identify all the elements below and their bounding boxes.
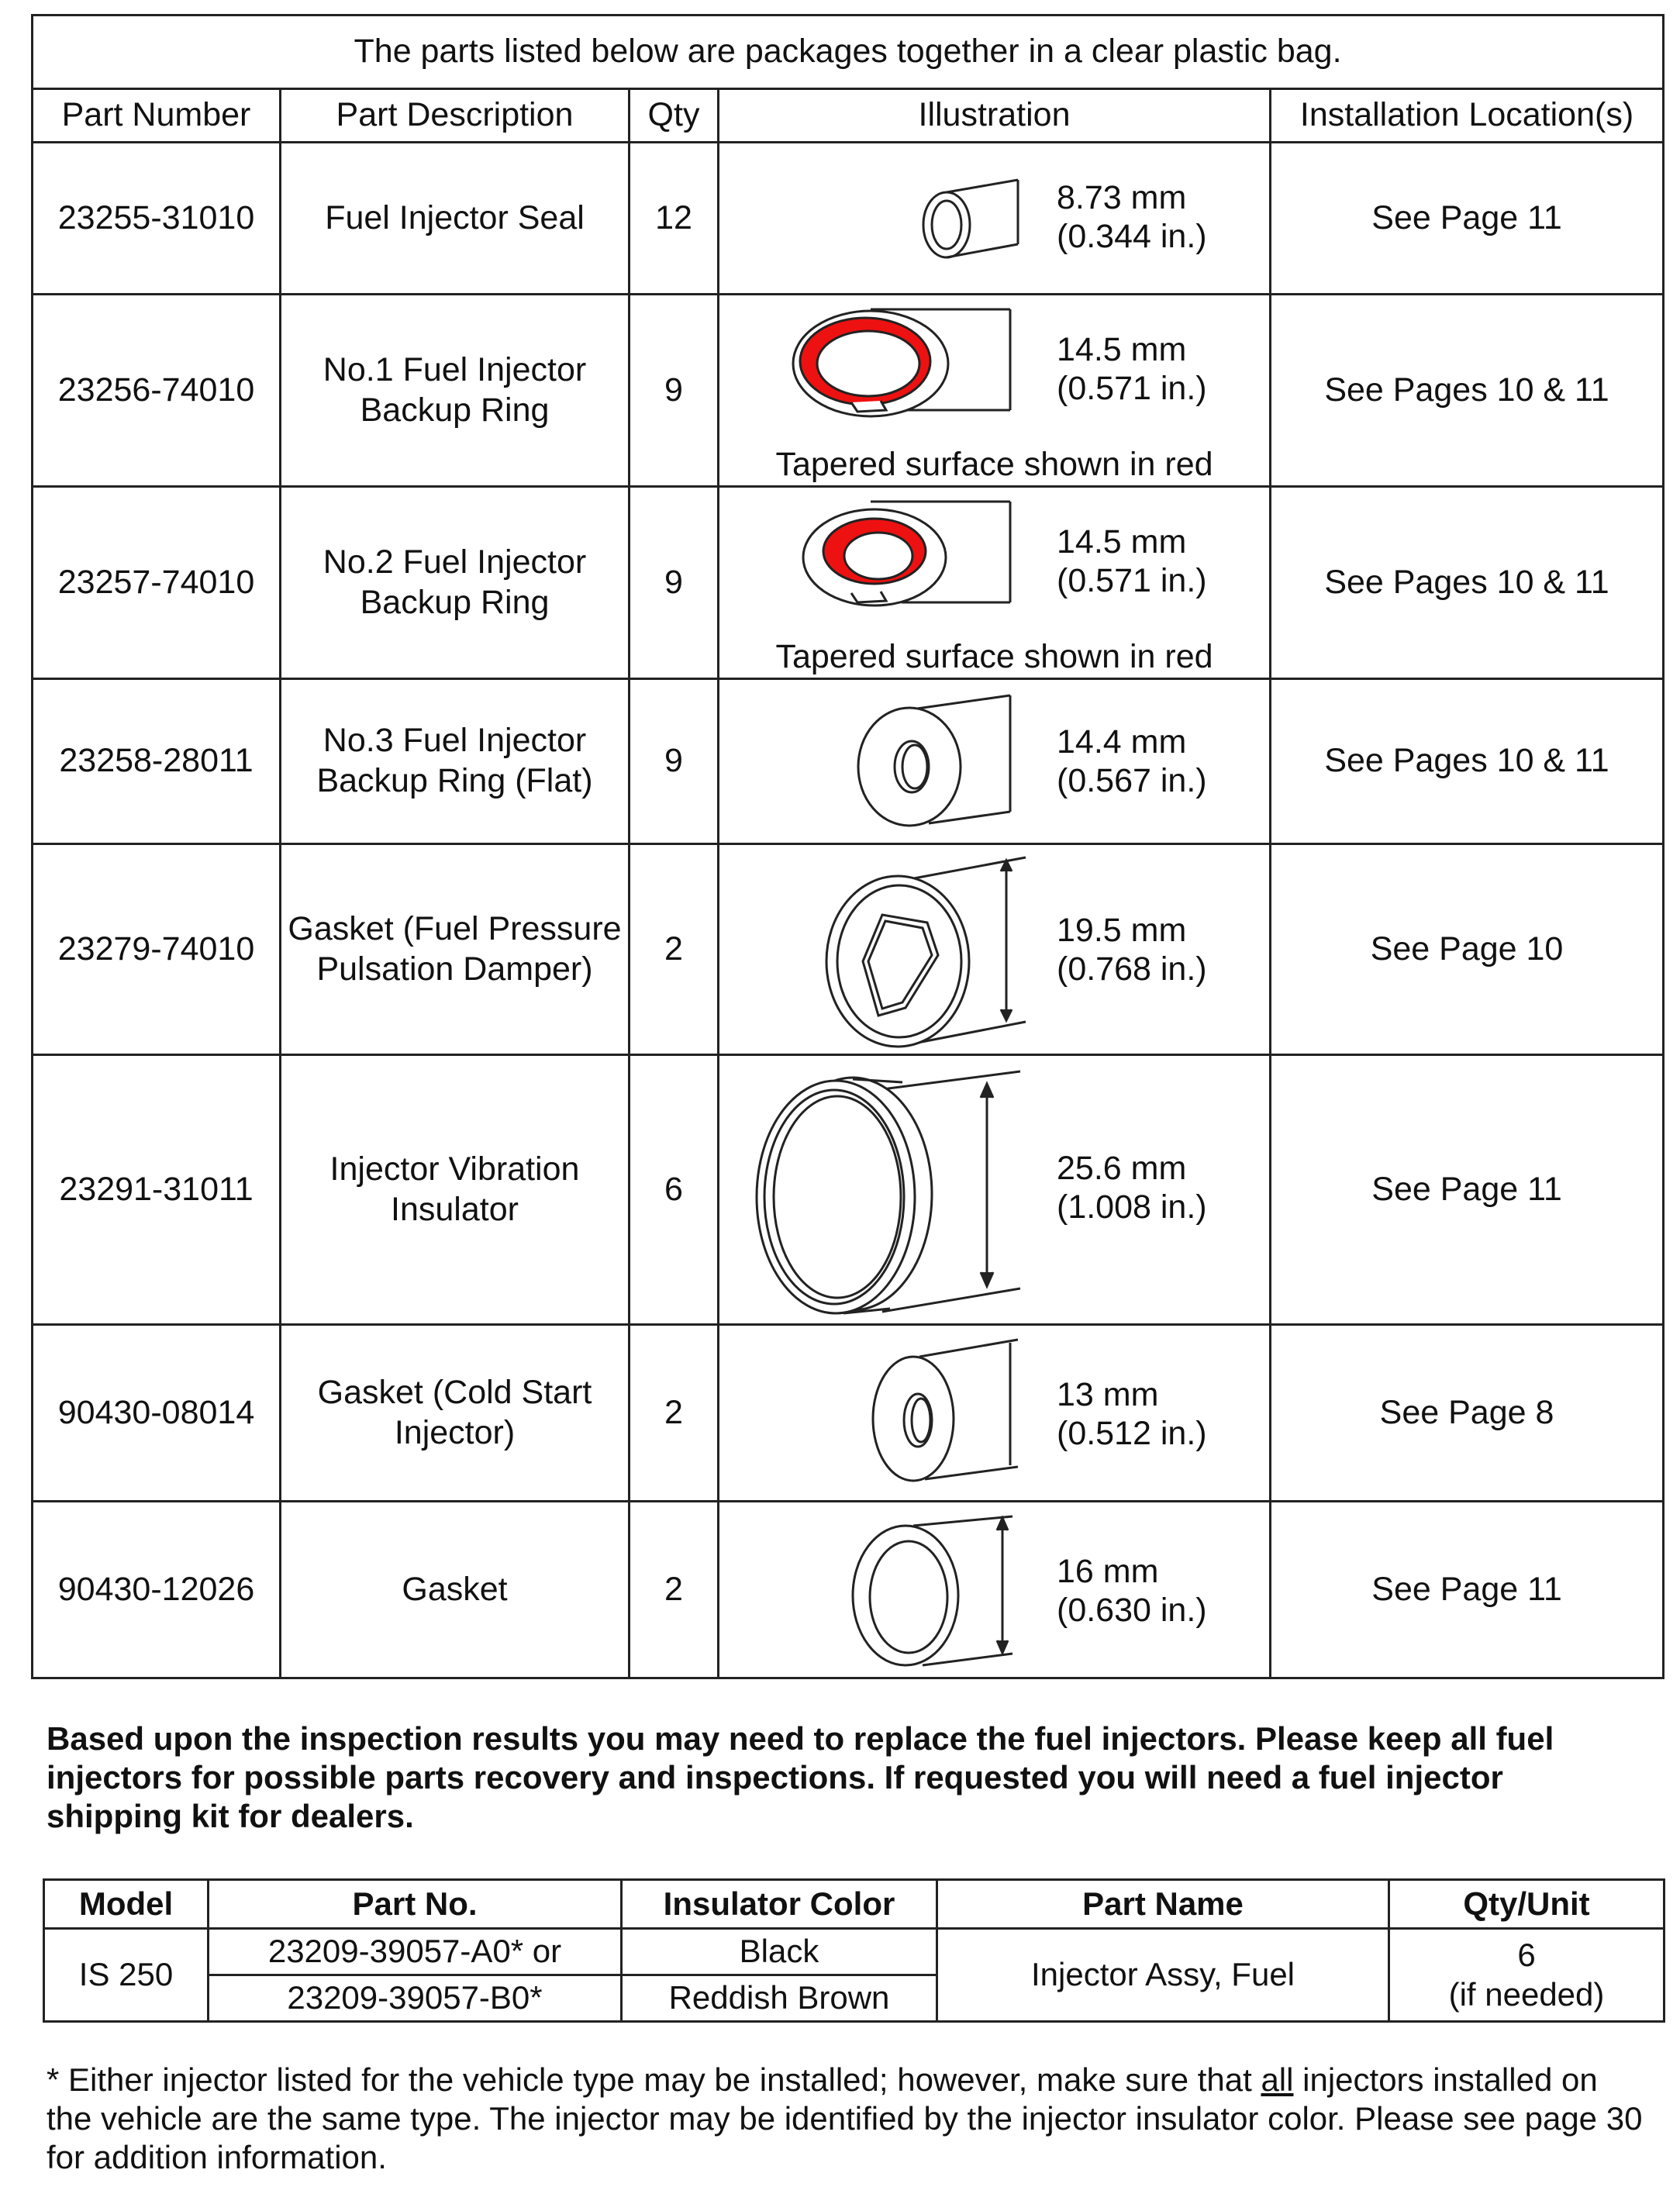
table-row [33, 1055, 1664, 1325]
part-description: No.1 Fuel Injector Backup Ring [281, 295, 630, 487]
table-row [33, 487, 1664, 679]
part-name-cell: Injector Assy, Fuel [937, 1929, 1389, 2022]
table-row [33, 295, 1664, 487]
footnote-text-1: * Either injector listed for the vehicle type may be installed; however, make sure that [47, 2061, 1261, 2098]
tapered-surface-note: Tapered surface shown in red [775, 446, 1213, 483]
dimension-in: (0.512 in.) [1057, 1415, 1207, 1452]
table-row [44, 1929, 1664, 1975]
injector-table [43, 1878, 1665, 2023]
part-number: 90430-08014 [33, 1325, 281, 1502]
part-qty: 9 [630, 679, 719, 844]
part-number: 90430-12026 [33, 1502, 281, 1678]
model-cell: IS 250 [44, 1929, 209, 2022]
part-number: 23258-28011 [33, 679, 281, 844]
part-qty: 2 [630, 1325, 719, 1502]
parts-table-caption: The parts listed below are packages together in a clear plastic bag. [33, 16, 1664, 89]
part-description: No.3 Fuel Injector Backup Ring (Flat) [281, 679, 630, 844]
installation-location: See Pages 10 & 11 [1271, 295, 1664, 487]
dimension-in: (0.571 in.) [1057, 370, 1207, 407]
dimension-mm: 13 mm [1057, 1376, 1159, 1413]
footnote-text-2: injectors installed on the vehicle are the same type. The injector may be identified by the injector insulator color. Please see page 30 for addition information. [47, 2061, 1643, 2175]
dimension-in: (0.567 in.) [1057, 762, 1207, 799]
part-description: Injector Vibration Insulator [281, 1055, 630, 1325]
part-qty: 9 [630, 295, 719, 487]
qty-unit-cell [1389, 1929, 1664, 2022]
table-row [33, 679, 1664, 844]
part-number: 23279-74010 [33, 844, 281, 1055]
illustration-cell [719, 1325, 1271, 1502]
illustration-cell [719, 1502, 1271, 1678]
inspection-note: Based upon the inspection results you may need to replace the fuel injectors. Please keep all fuel injectors for possible parts recovery and inspections. If requested you will need a fuel injector shipping kit for dealers. [47, 1720, 1554, 1834]
footnote [47, 2061, 1644, 2177]
dimension-mm: 14.5 mm [1057, 331, 1187, 368]
header-illustration: Illustration [719, 89, 1271, 143]
installation-location: See Page 10 [1271, 844, 1664, 1055]
part-description: Gasket (Cold Start Injector) [281, 1325, 630, 1502]
table-row [33, 1502, 1664, 1678]
installation-location: See Page 8 [1271, 1325, 1664, 1502]
table-row [33, 844, 1664, 1055]
header-installation-location: Installation Location(s) [1271, 89, 1664, 143]
part-qty: 6 [630, 1055, 719, 1325]
tapered-surface-note: Tapered surface shown in red [775, 638, 1213, 675]
part-number: 23291-31011 [33, 1055, 281, 1325]
header-part-no: Part No. [209, 1880, 622, 1929]
illustration-cell [719, 487, 1271, 679]
table-row [33, 143, 1664, 295]
insulator-color-black: Black [622, 1929, 937, 1975]
insulator-color-reddish-brown: Reddish Brown [622, 1975, 937, 2022]
dimension-in: (0.571 in.) [1057, 562, 1207, 599]
illustration-cell [719, 679, 1271, 844]
dimension-mm: 8.73 mm [1057, 179, 1187, 216]
part-qty: 12 [630, 143, 719, 295]
illustration-cell [719, 1055, 1271, 1325]
qty-note: (if needed) [1448, 1975, 1605, 2013]
illustration-cell [719, 143, 1271, 295]
dimension-mm: 14.5 mm [1057, 523, 1187, 561]
part-qty: 2 [630, 844, 719, 1055]
dimension-in: (0.344 in.) [1057, 218, 1207, 255]
dimension-mm: 19.5 mm [1057, 912, 1187, 949]
part-description: No.2 Fuel Injector Backup Ring [281, 487, 630, 679]
part-description: Fuel Injector Seal [281, 143, 630, 295]
dimension-in: (0.768 in.) [1057, 950, 1207, 988]
header-qty-unit: Qty/Unit [1389, 1880, 1664, 1929]
part-description: Gasket [281, 1502, 630, 1678]
header-model: Model [44, 1880, 209, 1929]
parts-table [31, 14, 1664, 1679]
part-description: Gasket (Fuel Pressure Pulsation Damper) [281, 844, 630, 1055]
installation-location: See Pages 10 & 11 [1271, 487, 1664, 679]
header-qty: Qty [630, 89, 719, 143]
illustration-cell [719, 295, 1271, 487]
dimension-mm: 25.6 mm [1057, 1150, 1187, 1187]
dimension-mm: 14.4 mm [1057, 723, 1187, 761]
installation-location: See Page 11 [1271, 1502, 1664, 1678]
part-no-b0: 23209-39057-B0* [209, 1975, 622, 2022]
part-qty: 2 [630, 1502, 719, 1678]
header-part-name: Part Name [937, 1880, 1389, 1929]
installation-location: See Page 11 [1271, 1055, 1664, 1325]
footnote-emphasis: all [1261, 2061, 1294, 2098]
installation-location: See Page 11 [1271, 143, 1664, 295]
qty-value: 6 [1517, 1937, 1536, 1974]
dimension-in: (0.630 in.) [1057, 1592, 1207, 1629]
header-part-number: Part Number [33, 89, 281, 143]
dimension-mm: 16 mm [1057, 1553, 1159, 1590]
table-row [33, 1325, 1664, 1502]
part-qty: 9 [630, 487, 719, 679]
header-insulator-color: Insulator Color [622, 1880, 937, 1929]
part-number: 23256-74010 [33, 295, 281, 487]
illustration-cell [719, 844, 1271, 1055]
part-number: 23255-31010 [33, 143, 281, 295]
part-no-a0: 23209-39057-A0* or [209, 1929, 622, 1975]
installation-location: See Pages 10 & 11 [1271, 679, 1664, 844]
dimension-in: (1.008 in.) [1057, 1188, 1207, 1226]
header-part-description: Part Description [281, 89, 630, 143]
part-number: 23257-74010 [33, 487, 281, 679]
